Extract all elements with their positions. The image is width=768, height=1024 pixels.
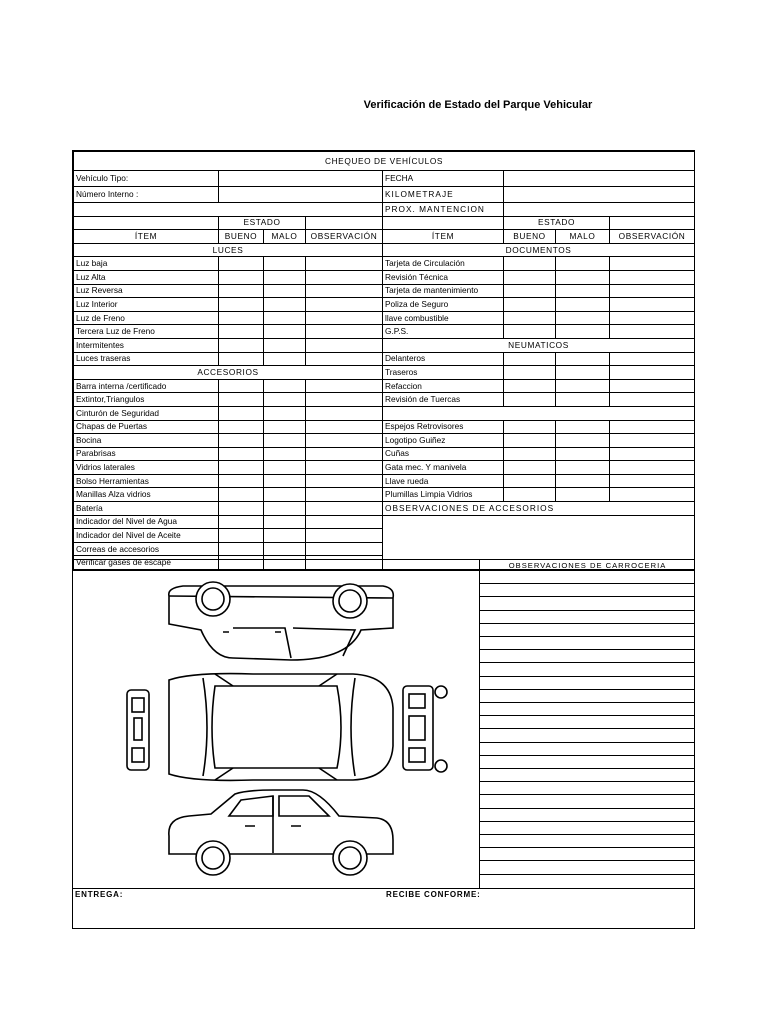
right-malo-cell[interactable] bbox=[556, 420, 610, 434]
left-malo-cell[interactable] bbox=[264, 298, 306, 312]
left-bueno-cell[interactable] bbox=[219, 488, 264, 502]
left-malo-cell[interactable] bbox=[264, 270, 306, 284]
right-bueno-cell[interactable] bbox=[504, 461, 556, 475]
left-bueno-cell[interactable] bbox=[219, 270, 264, 284]
documentos-section-title: DOCUMENTOS bbox=[383, 243, 695, 257]
estado-header-left: ESTADO bbox=[219, 216, 306, 230]
prox-mantencion-field[interactable] bbox=[504, 203, 695, 217]
left-bueno-cell[interactable] bbox=[219, 338, 264, 352]
otros-item: Logotipo Guiñez bbox=[383, 434, 504, 448]
documentos-item: Revisión Técnica bbox=[383, 270, 504, 284]
accesorios-item: Extintor,Triangulos bbox=[74, 393, 219, 407]
estado-header-right: ESTADO bbox=[504, 216, 610, 230]
accesorios-item: Correas de accesorios bbox=[74, 542, 219, 556]
accesorios-item: Indicador del Nivel de Aceite bbox=[74, 529, 219, 543]
left-observacion-cell[interactable] bbox=[306, 352, 383, 366]
neumaticos-item: Traseros bbox=[383, 366, 504, 380]
left-bueno-cell[interactable] bbox=[219, 542, 264, 556]
right-observacion-cell[interactable] bbox=[610, 393, 695, 407]
right-observacion-cell[interactable] bbox=[610, 379, 695, 393]
neumaticos-item: Delanteros bbox=[383, 352, 504, 366]
left-observacion-cell[interactable] bbox=[306, 257, 383, 271]
left-malo-cell[interactable] bbox=[264, 393, 306, 407]
luces-item: Intermitentes bbox=[74, 338, 219, 352]
left-malo-cell[interactable] bbox=[264, 420, 306, 434]
prox-mantencion-label: PROX. MANTENCION bbox=[383, 203, 504, 217]
right-malo-cell[interactable] bbox=[556, 393, 610, 407]
left-observacion-cell[interactable] bbox=[306, 311, 383, 325]
checklist-table bbox=[73, 151, 695, 570]
observacion-header-right: OBSERVACIÓN bbox=[610, 230, 695, 244]
blank-cell bbox=[306, 216, 383, 230]
right-malo-cell[interactable] bbox=[556, 447, 610, 461]
left-observacion-cell[interactable] bbox=[306, 406, 383, 420]
accesorios-item: Verificar gases de escape bbox=[74, 556, 219, 570]
right-bueno-cell[interactable] bbox=[504, 352, 556, 366]
observaciones-accesorios-title: OBSERVACIONES DE ACCESORIOS bbox=[383, 502, 695, 516]
otros-item: Plumillas Limpia Vidrios bbox=[383, 488, 504, 502]
documentos-item: G.P.S. bbox=[383, 325, 504, 339]
entrega-label: ENTREGA: bbox=[75, 890, 124, 899]
checklist-heading: CHEQUEO DE VEHÍCULOS bbox=[74, 152, 695, 171]
vehiculo-tipo-label: Vehículo Tipo: bbox=[74, 171, 219, 187]
otros-item: Llave rueda bbox=[383, 474, 504, 488]
right-bueno-cell[interactable] bbox=[504, 270, 556, 284]
left-bueno-cell[interactable] bbox=[219, 502, 264, 516]
numero-interno-field[interactable] bbox=[219, 187, 383, 203]
accesorios-item: Parabrisas bbox=[74, 447, 219, 461]
accesorios-item: Manillas Alza vidrios bbox=[74, 488, 219, 502]
malo-header-right: MALO bbox=[556, 230, 610, 244]
right-malo-cell[interactable] bbox=[556, 366, 610, 380]
right-observacion-cell[interactable] bbox=[610, 366, 695, 380]
left-observacion-cell[interactable] bbox=[306, 270, 383, 284]
right-bueno-cell[interactable] bbox=[504, 379, 556, 393]
left-observacion-cell[interactable] bbox=[306, 447, 383, 461]
neumaticos-item: Revisión de Tuercas bbox=[383, 393, 504, 407]
luces-section-title: LUCES bbox=[74, 243, 383, 257]
documentos-item: Tarjeta de mantenimiento bbox=[383, 284, 504, 298]
right-malo-cell[interactable] bbox=[556, 284, 610, 298]
accesorios-item: Cinturón de Seguridad bbox=[74, 406, 219, 420]
luces-item: Luces traseras bbox=[74, 352, 219, 366]
right-observacion-cell[interactable] bbox=[610, 298, 695, 312]
item-header-left: ÍTEM bbox=[74, 230, 219, 244]
accesorios-item: Bolso Herramientas bbox=[74, 474, 219, 488]
left-bueno-cell[interactable] bbox=[219, 352, 264, 366]
otros-item: Cuñas bbox=[383, 447, 504, 461]
left-malo-cell[interactable] bbox=[264, 461, 306, 475]
kilometraje-label: KILOMETRAJE bbox=[383, 187, 504, 203]
bueno-header-left: BUENO bbox=[219, 230, 264, 244]
accesorios-item: Vidrios laterales bbox=[74, 461, 219, 475]
left-observacion-cell[interactable] bbox=[306, 529, 383, 543]
left-observacion-cell[interactable] bbox=[306, 474, 383, 488]
left-observacion-cell[interactable] bbox=[306, 488, 383, 502]
right-malo-cell[interactable] bbox=[556, 434, 610, 448]
left-bueno-cell[interactable] bbox=[219, 393, 264, 407]
left-malo-cell[interactable] bbox=[264, 488, 306, 502]
right-bueno-cell[interactable] bbox=[504, 488, 556, 502]
checklist-form bbox=[72, 150, 695, 571]
luces-item: Luz baja bbox=[74, 257, 219, 271]
right-observacion-cell[interactable] bbox=[610, 420, 695, 434]
accesorios-item: Batería bbox=[74, 502, 219, 516]
left-bueno-cell[interactable] bbox=[219, 434, 264, 448]
right-malo-cell[interactable] bbox=[556, 270, 610, 284]
recibe-conforme-label: RECIBE CONFORME: bbox=[386, 890, 481, 899]
left-bueno-cell[interactable] bbox=[219, 461, 264, 475]
right-bueno-cell[interactable] bbox=[504, 366, 556, 380]
blank-row bbox=[383, 406, 695, 420]
right-observacion-cell[interactable] bbox=[610, 257, 695, 271]
luces-item: Luz Interior bbox=[74, 298, 219, 312]
right-malo-cell[interactable] bbox=[556, 298, 610, 312]
left-observacion-cell[interactable] bbox=[306, 461, 383, 475]
left-malo-cell[interactable] bbox=[264, 257, 306, 271]
right-bueno-cell[interactable] bbox=[504, 311, 556, 325]
left-observacion-cell[interactable] bbox=[306, 502, 383, 516]
left-malo-cell[interactable] bbox=[264, 325, 306, 339]
numero-interno-label: Número Interno : bbox=[74, 187, 219, 203]
right-observacion-cell[interactable] bbox=[610, 488, 695, 502]
fecha-label: FECHA bbox=[383, 171, 504, 187]
left-malo-cell[interactable] bbox=[264, 542, 306, 556]
car-rear-view-icon bbox=[403, 686, 447, 772]
left-observacion-cell[interactable] bbox=[306, 379, 383, 393]
left-malo-cell[interactable] bbox=[264, 474, 306, 488]
luces-item: Luz de Freno bbox=[74, 311, 219, 325]
left-malo-cell[interactable] bbox=[264, 284, 306, 298]
right-bueno-cell[interactable] bbox=[504, 447, 556, 461]
left-bueno-cell[interactable] bbox=[219, 529, 264, 543]
luces-item: Luz Reversa bbox=[74, 284, 219, 298]
left-bueno-cell[interactable] bbox=[219, 406, 264, 420]
right-malo-cell[interactable] bbox=[556, 325, 610, 339]
vehiculo-tipo-field[interactable] bbox=[219, 171, 383, 187]
car-side-view-bottom-icon bbox=[169, 790, 393, 875]
left-observacion-cell[interactable] bbox=[306, 434, 383, 448]
right-bueno-cell[interactable] bbox=[504, 325, 556, 339]
luces-item: Luz Alta bbox=[74, 270, 219, 284]
right-observacion-cell[interactable] bbox=[610, 461, 695, 475]
left-malo-cell[interactable] bbox=[264, 406, 306, 420]
left-bueno-cell[interactable] bbox=[219, 447, 264, 461]
left-observacion-cell[interactable] bbox=[306, 338, 383, 352]
luces-item: Tercera Luz de Freno bbox=[74, 325, 219, 339]
left-malo-cell[interactable] bbox=[264, 379, 306, 393]
left-malo-cell[interactable] bbox=[264, 434, 306, 448]
left-observacion-cell[interactable] bbox=[306, 284, 383, 298]
right-malo-cell[interactable] bbox=[556, 352, 610, 366]
left-malo-cell[interactable] bbox=[264, 447, 306, 461]
left-malo-cell[interactable] bbox=[264, 502, 306, 516]
right-observacion-cell[interactable] bbox=[610, 284, 695, 298]
page-title: Verificación de Estado del Parque Vehicular bbox=[363, 99, 593, 111]
accesorios-item: Indicador del Nivel de Agua bbox=[74, 515, 219, 529]
right-malo-cell[interactable] bbox=[556, 474, 610, 488]
item-header-right: ÍTEM bbox=[383, 230, 504, 244]
car-side-view-top-icon bbox=[169, 582, 394, 660]
left-malo-cell[interactable] bbox=[264, 529, 306, 543]
kilometraje-field[interactable] bbox=[504, 187, 695, 203]
left-bueno-cell[interactable] bbox=[219, 474, 264, 488]
accesorios-item: Chapas de Puertas bbox=[74, 420, 219, 434]
observacion-header-left: OBSERVACIÓN bbox=[306, 230, 383, 244]
right-observacion-cell[interactable] bbox=[610, 325, 695, 339]
right-malo-cell[interactable] bbox=[556, 461, 610, 475]
left-observacion-cell[interactable] bbox=[306, 515, 383, 529]
left-bueno-cell[interactable] bbox=[219, 284, 264, 298]
right-observacion-cell[interactable] bbox=[610, 474, 695, 488]
right-malo-cell[interactable] bbox=[556, 311, 610, 325]
right-malo-cell[interactable] bbox=[556, 488, 610, 502]
right-malo-cell[interactable] bbox=[556, 379, 610, 393]
right-bueno-cell[interactable] bbox=[504, 284, 556, 298]
right-observacion-cell[interactable] bbox=[610, 352, 695, 366]
neumaticos-item: Refaccion bbox=[383, 379, 504, 393]
left-observacion-cell[interactable] bbox=[306, 542, 383, 556]
car-top-view-icon bbox=[169, 674, 393, 781]
right-bueno-cell[interactable] bbox=[504, 420, 556, 434]
documentos-item: llave combustible bbox=[383, 311, 504, 325]
left-bueno-cell[interactable] bbox=[219, 379, 264, 393]
blank-cell bbox=[610, 216, 695, 230]
documentos-item: Tarjeta de Circulación bbox=[383, 257, 504, 271]
right-bueno-cell[interactable] bbox=[504, 474, 556, 488]
right-observacion-cell[interactable] bbox=[610, 270, 695, 284]
accesorios-section-title: ACCESORIOS bbox=[74, 366, 383, 380]
right-bueno-cell[interactable] bbox=[504, 434, 556, 448]
left-malo-cell[interactable] bbox=[264, 338, 306, 352]
bueno-header-right: BUENO bbox=[504, 230, 556, 244]
left-bueno-cell[interactable] bbox=[219, 298, 264, 312]
left-bueno-cell[interactable] bbox=[219, 311, 264, 325]
right-malo-cell[interactable] bbox=[556, 257, 610, 271]
fecha-field[interactable] bbox=[504, 171, 695, 187]
blank-cell bbox=[74, 216, 219, 230]
left-observacion-cell[interactable] bbox=[306, 325, 383, 339]
left-malo-cell[interactable] bbox=[264, 311, 306, 325]
left-bueno-cell[interactable] bbox=[219, 325, 264, 339]
carroceria-obs-title: OBSERVACIONES DE CARROCERIA bbox=[508, 561, 667, 570]
right-observacion-cell[interactable] bbox=[610, 447, 695, 461]
accesorios-item: Bocina bbox=[74, 434, 219, 448]
right-bueno-cell[interactable] bbox=[504, 393, 556, 407]
malo-header-left: MALO bbox=[264, 230, 306, 244]
right-observacion-cell[interactable] bbox=[610, 434, 695, 448]
car-front-view-icon bbox=[127, 690, 149, 770]
right-bueno-cell[interactable] bbox=[504, 257, 556, 271]
left-malo-cell[interactable] bbox=[264, 352, 306, 366]
accesorios-item: Barra interna /certificado bbox=[74, 379, 219, 393]
documentos-item: Poliza de Seguro bbox=[383, 298, 504, 312]
blank-cell bbox=[74, 203, 383, 217]
otros-item: Gata mec. Y manivela bbox=[383, 461, 504, 475]
left-bueno-cell[interactable] bbox=[219, 515, 264, 529]
carroceria-section bbox=[72, 559, 695, 929]
left-malo-cell[interactable] bbox=[264, 515, 306, 529]
right-bueno-cell[interactable] bbox=[504, 298, 556, 312]
blank-cell bbox=[383, 216, 504, 230]
left-bueno-cell[interactable] bbox=[219, 420, 264, 434]
neumaticos-section-title: NEUMATICOS bbox=[383, 338, 695, 352]
car-diagram bbox=[123, 568, 523, 893]
left-observacion-cell[interactable] bbox=[306, 393, 383, 407]
right-observacion-cell[interactable] bbox=[610, 311, 695, 325]
otros-item: Espejos Retrovisores bbox=[383, 420, 504, 434]
signature-row bbox=[73, 888, 694, 928]
left-observacion-cell[interactable] bbox=[306, 298, 383, 312]
left-observacion-cell[interactable] bbox=[306, 420, 383, 434]
left-bueno-cell[interactable] bbox=[219, 257, 264, 271]
